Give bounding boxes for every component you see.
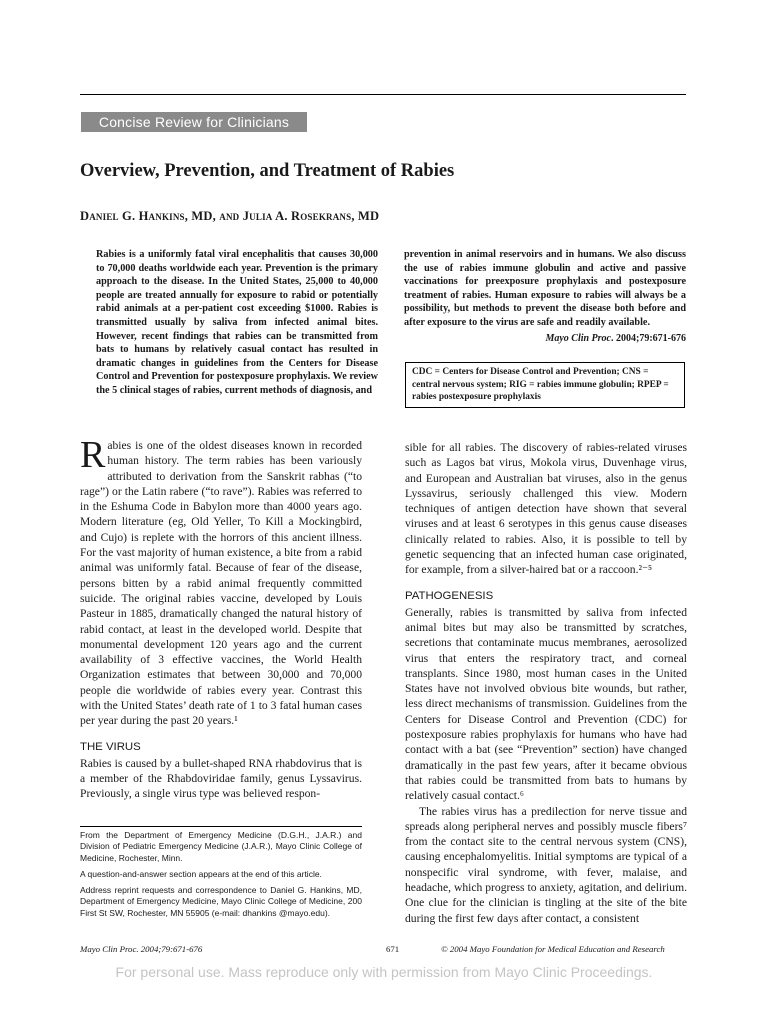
citation-journal: Mayo Clin Proc	[545, 332, 611, 344]
page-number: 671	[386, 944, 400, 954]
drop-cap: R	[80, 434, 106, 476]
footnote-reprint: Address reprint requests and correspondence to Daniel G. Hankins, MD, Department of Emergency Medicine, Mayo Clinic College of Medicine, 200 First St SW, Rochester, MN 55905 (e-mail: dhankins @mayo.edu).	[80, 885, 362, 918]
pathogenesis-paragraph-1: Generally, rabies is transmitted by saliva from infected animal bites but may also be transmitted by scratches, secretions that contaminate mucus membranes, aerosolized virus that enters the respiratory tract, and corneal transplants. Since 1980, most human cases in the United States have not involved obvious bite wounds, but rather, less direct mechanisms of transmission. Guidelines from the Centers for Disease Control and Prevention (CDC) for postexposure rabies prophylaxis for humans who have had contact with a bat (see “Prevention” section) have changed dramatically in the past few years, after it became obvious that rabies could be transmitted from bats to humans by relatively casual contact.⁶	[405, 605, 687, 803]
footnote-qa: A question-and-answer section appears at the end of this article.	[80, 868, 322, 879]
section-heading-virus: THE VIRUS	[80, 740, 141, 753]
intro-paragraph	[80, 434, 362, 729]
abstract-left-column	[96, 248, 378, 398]
footnotes	[80, 826, 362, 924]
page-title: Overview, Prevention, and Treatment of Rabies	[80, 161, 455, 181]
abstract-text-part1: Rabies is a uniformly fatal viral encephalitis that causes 30,000 to 70,000 deaths worldwide each year. Prevention is the primary approach to the disease. In the United States, 25,000 to 40,000 people are treated annually for exposure to rabid or potentially rabid animals at a per-patient cost exceeding $1000. Rabies is transmitted usually by saliva from infected animal bites. However, recent findings that rabies can be transmitted from bats to humans by relatively casual contact has resulted in dramatic changes in guidelines from the Centers for Disease Control and Prevention for postexposure prophylaxis. We review the 5 clinical stages of rabies, current methods of diagnosis, and	[96, 249, 378, 396]
abstract-citation	[404, 332, 686, 346]
intro-text: abies is one of the oldest diseases known in recorded human history. The term rabies has been variously attributed to derivation from the Sanskrit rabhas (“to rage”) or the Latin rabere (“to rave”). Rabies was referred to in the Eshuma Code in Babylon more than 4000 years ago. Modern literature (eg, Old Yeller, To Kill a Mockingbird, and Cujo) is replete with the horrors of this ancient illness. For the vast majority of human existence, a bite from a rabid animal was uniformly fatal. Because of fear of the disease, persons bitten by a rabid animal frequently committed suicide. The original rabies vaccine, developed by Louis Pasteur in 1885, dramatically changed the natural history of rabid contact, at least in the developed world. Despite that monumental development 120 years ago and the current availability of 3 effective vaccines, the World Health Organization estimates that between 30,000 and 70,000 people die worldwide of rabies every year. Contrast this with the United States’ death rate of 1 to 3 fatal human cases per year during the past 20 years.¹	[80, 439, 362, 728]
virus-paragraph: Rabies is caused by a bullet-shaped RNA rhabdovirus that is a member of the Rhabdoviridae family, genus Lyssavirus. Previously, a single virus type was believed respon-	[80, 756, 362, 801]
abbreviations-box: CDC = Centers for Disease Control and Prevention; CNS = central nervous system; RIG = rabies immune globulin; RPEP = rabies postexposure prophylaxis	[405, 362, 685, 408]
top-rule	[80, 94, 686, 95]
footnote-affiliation: From the Department of Emergency Medicine (D.G.H., J.A.R.) and Division of Pediatric Emergency Medicine (J.A.R.), Mayo Clinic College of Medicine, Rochester, Minn.	[80, 830, 362, 863]
authors: Daniel G. Hankins, MD, and Julia A. Rosekrans, MD	[80, 209, 380, 223]
pathogenesis-paragraph-2: The rabies virus has a predilection for nerve tissue and spreads along peripheral nerves and possibly muscle fibers⁷ from the contact site to the central nervous system (CNS), causing encephalomyelitis. Initial symptoms are typical of a nonspecific viral syndrome, with fever, malaise, and headache, which progress to anxiety, agitation, and delirium. One clue for the clinician is tingling at the site of the bite during the first few days after contact, a consistent	[405, 804, 687, 925]
section-badge: Concise Review for Clinicians	[81, 112, 307, 132]
body-right-column	[405, 440, 687, 926]
citation-volume: . 2004;79:671-676	[611, 332, 686, 344]
body-left-column	[80, 434, 362, 802]
abstract-text-part2: prevention in animal reservoirs and in humans. We also discuss the use of rabies immune globulin and active and passive vaccinations for preexposure prophylaxis and postexposure treatment of rabies. Human exposure to rabies will always be a possibility, but methods to prevent the disease both before and after exposure to the virus are safe and readily available.	[404, 249, 686, 328]
section-heading-pathogenesis: PATHOGENESIS	[405, 589, 494, 602]
watermark: For personal use. Mass reproduce only with permission from Mayo Clinic Proceedings.	[115, 964, 653, 980]
virus-paragraph-continued: sible for all rabies. The discovery of rabies-related viruses such as Lagos bat virus, Mokola virus, Duvenhage virus, and European and Australian bat viruses, also in the genus Lyssavirus, seriously challenged this view. Modern techniques of antigen detection have shown that several viruses and at least 6 serotypes in this genus cause diseases clinically related to rabies. Also, it is possible to tell by genetic sequencing that an infected human case originated, for example, from a silver-haired bat or a raccoon.²⁻⁵	[405, 441, 687, 577]
footer-citation: Mayo Clin Proc. 2004;79:671-676	[80, 944, 203, 954]
footer-copyright: © 2004 Mayo Foundation for Medical Education and Research	[441, 944, 665, 954]
abstract-right-column	[404, 248, 686, 345]
